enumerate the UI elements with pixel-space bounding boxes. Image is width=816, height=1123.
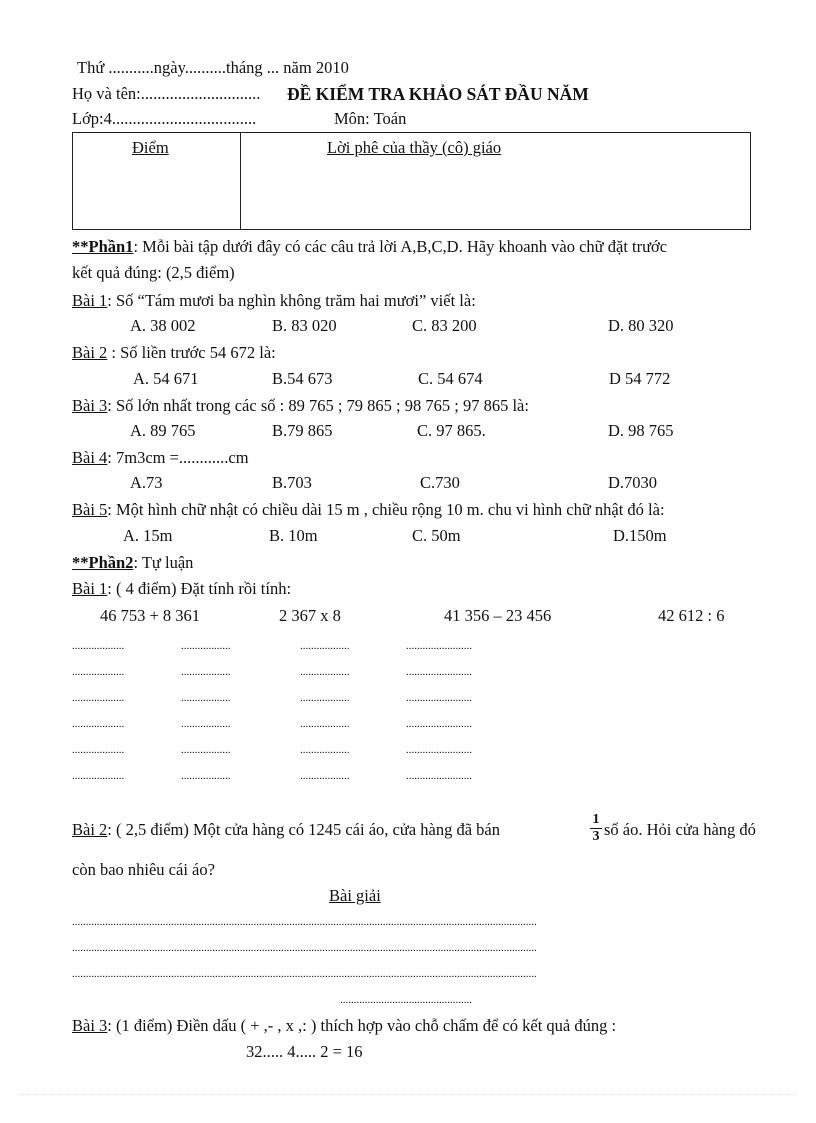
q2-option-b: B.54 673 <box>272 369 333 388</box>
work-dots[interactable]: .................. <box>300 770 350 782</box>
score-box-divider <box>240 133 241 229</box>
calc-1: 46 753 + 8 361 <box>100 606 201 625</box>
q5-option-a: A. 15m <box>123 526 173 545</box>
q3-option-c: C. 97 865. <box>417 421 486 440</box>
work-dots[interactable]: .................. <box>181 666 231 678</box>
work-dots[interactable]: .................. <box>181 770 231 782</box>
question-3 <box>72 396 529 416</box>
ex1-line <box>72 579 291 599</box>
solution-title: Bài giải <box>329 886 381 905</box>
ex3-text: : (1 điểm) Điền dấu ( + ,- , x ,: ) thích hợp vào chỗ chấm để có kết quả đúng : <box>107 1016 617 1035</box>
q2-option-a: A. 54 671 <box>133 369 199 388</box>
work-dots[interactable]: .................. <box>300 640 350 652</box>
name-label: Họ và tên:............................. <box>72 84 261 103</box>
calc-3: 41 356 – 23 456 <box>444 606 552 625</box>
q3-option-d: D. 98 765 <box>608 421 674 440</box>
work-dots[interactable]: ................... <box>72 666 125 678</box>
question-1 <box>72 291 476 311</box>
work-dots[interactable]: ........................ <box>406 770 472 782</box>
part2-heading-line <box>72 553 193 573</box>
question-5 <box>72 500 665 520</box>
q4-option-d: D.7030 <box>608 473 658 492</box>
question-4-label: Bài 4 <box>72 448 108 467</box>
answer-line-short[interactable]: ................................................ <box>340 994 472 1006</box>
page-bottom-rule <box>20 1094 796 1095</box>
q3-option-b: B.79 865 <box>272 421 333 440</box>
comment-header: Lời phê của thầy (cô) giáo <box>327 138 502 157</box>
q2-option-c: C. 54 674 <box>418 369 483 388</box>
ex3-label: Bài 3 <box>72 1016 108 1035</box>
part1-instruction <box>72 237 667 257</box>
question-4-text: : 7m3cm =............cm <box>107 448 249 467</box>
work-dots[interactable]: ........................ <box>406 666 472 678</box>
calc-2: 2 367 x 8 <box>279 606 341 625</box>
fraction-denominator: 3 <box>592 829 600 844</box>
work-dots[interactable]: ................... <box>72 692 125 704</box>
date-line: Thứ ...........ngày..........tháng ... năm 2010 <box>77 58 349 77</box>
part2-heading: **Phần2 <box>72 553 134 572</box>
ex1-text: : ( 4 điểm) Đặt tính rồi tính: <box>107 579 292 598</box>
work-dots[interactable]: .................. <box>300 718 350 730</box>
answer-line[interactable]: ......................................................................................................................................................................... <box>72 968 537 980</box>
ex2-text-c: còn bao nhiêu cái áo? <box>72 860 215 879</box>
work-dots[interactable]: .................. <box>300 666 350 678</box>
work-dots[interactable]: .................. <box>300 692 350 704</box>
q5-option-c: C. 50m <box>412 526 461 545</box>
ex3-line <box>72 1016 616 1036</box>
work-dots[interactable]: ................... <box>72 770 125 782</box>
ex2-line <box>72 820 500 840</box>
fraction-one-third <box>590 813 602 844</box>
q1-option-c: C. 83 200 <box>412 316 477 335</box>
question-2 <box>72 343 276 363</box>
subject-label: Môn: Toán <box>334 109 407 128</box>
question-1-label: Bài 1 <box>72 291 108 310</box>
work-dots[interactable]: .................. <box>181 744 231 756</box>
part1-instruction-b: kết quả đúng: (2,5 điểm) <box>72 263 235 282</box>
q3-option-a: A. 89 765 <box>130 421 196 440</box>
score-header: Điểm <box>132 138 169 157</box>
ex2-label: Bài 2 <box>72 820 108 839</box>
fraction-numerator: 1 <box>592 812 600 827</box>
exam-title: ĐỀ KIỂM TRA KHẢO SÁT ĐẦU NĂM <box>287 84 589 104</box>
ex3-equation: 32..... 4..... 2 = 16 <box>246 1042 363 1061</box>
part1-instruction-a: : Mỗi bài tập dưới đây có các câu trả lời A,B,C,D. Hãy khoanh vào chữ đặt trước <box>133 237 668 256</box>
answer-line[interactable]: ......................................................................................................................................................................... <box>72 942 537 954</box>
calc-4: 42 612 : 6 <box>658 606 725 625</box>
work-dots[interactable]: .................. <box>181 640 231 652</box>
question-4 <box>72 448 249 468</box>
class-label: Lớp:4................................... <box>72 109 257 128</box>
work-dots[interactable]: ................... <box>72 640 125 652</box>
q4-option-a: A.73 <box>130 473 163 492</box>
work-dots[interactable]: .................. <box>181 718 231 730</box>
q5-option-d: D.150m <box>613 526 667 545</box>
work-dots[interactable]: ........................ <box>406 718 472 730</box>
question-5-label: Bài 5 <box>72 500 108 519</box>
q4-option-c: C.730 <box>420 473 460 492</box>
question-2-label: Bài 2 <box>72 343 108 362</box>
ex2-text-a: : ( 2,5 điểm) Một cửa hàng có 1245 cái áo, cửa hàng đã bán <box>107 820 500 839</box>
work-dots[interactable]: .................. <box>300 744 350 756</box>
part1-heading: **Phần1 <box>72 237 134 256</box>
q1-option-b: B. 83 020 <box>272 316 337 335</box>
work-dots[interactable]: .................. <box>181 692 231 704</box>
answer-line[interactable]: ......................................................................................................................................................................... <box>72 916 537 928</box>
q2-option-d: D 54 772 <box>609 369 671 388</box>
q5-option-b: B. 10m <box>269 526 318 545</box>
work-dots[interactable]: ................... <box>72 718 125 730</box>
q4-option-b: B.703 <box>272 473 312 492</box>
question-3-label: Bài 3 <box>72 396 108 415</box>
work-dots[interactable]: ........................ <box>406 640 472 652</box>
ex1-label: Bài 1 <box>72 579 108 598</box>
ex2-text-b: số áo. Hỏi cửa hàng đó <box>604 820 756 839</box>
work-dots[interactable]: ........................ <box>406 692 472 704</box>
q1-option-a: A. 38 002 <box>130 316 196 335</box>
question-1-text: : Số “Tám mươi ba nghìn không trăm hai mươi” viết là: <box>107 291 476 310</box>
q1-option-d: D. 80 320 <box>608 316 674 335</box>
score-box <box>72 132 751 230</box>
question-5-text: : Một hình chữ nhật có chiều dài 15 m , chiều rộng 10 m. chu vi hình chữ nhật đó là: <box>107 500 665 519</box>
question-3-text: : Số lớn nhất trong các số : 89 765 ; 79 865 ; 98 765 ; 97 865 là: <box>107 396 529 415</box>
work-dots[interactable]: ................... <box>72 744 125 756</box>
part2-subtitle: : Tự luận <box>133 553 194 572</box>
work-dots[interactable]: ........................ <box>406 744 472 756</box>
question-2-text: : Số liền trước 54 672 là: <box>107 343 276 362</box>
